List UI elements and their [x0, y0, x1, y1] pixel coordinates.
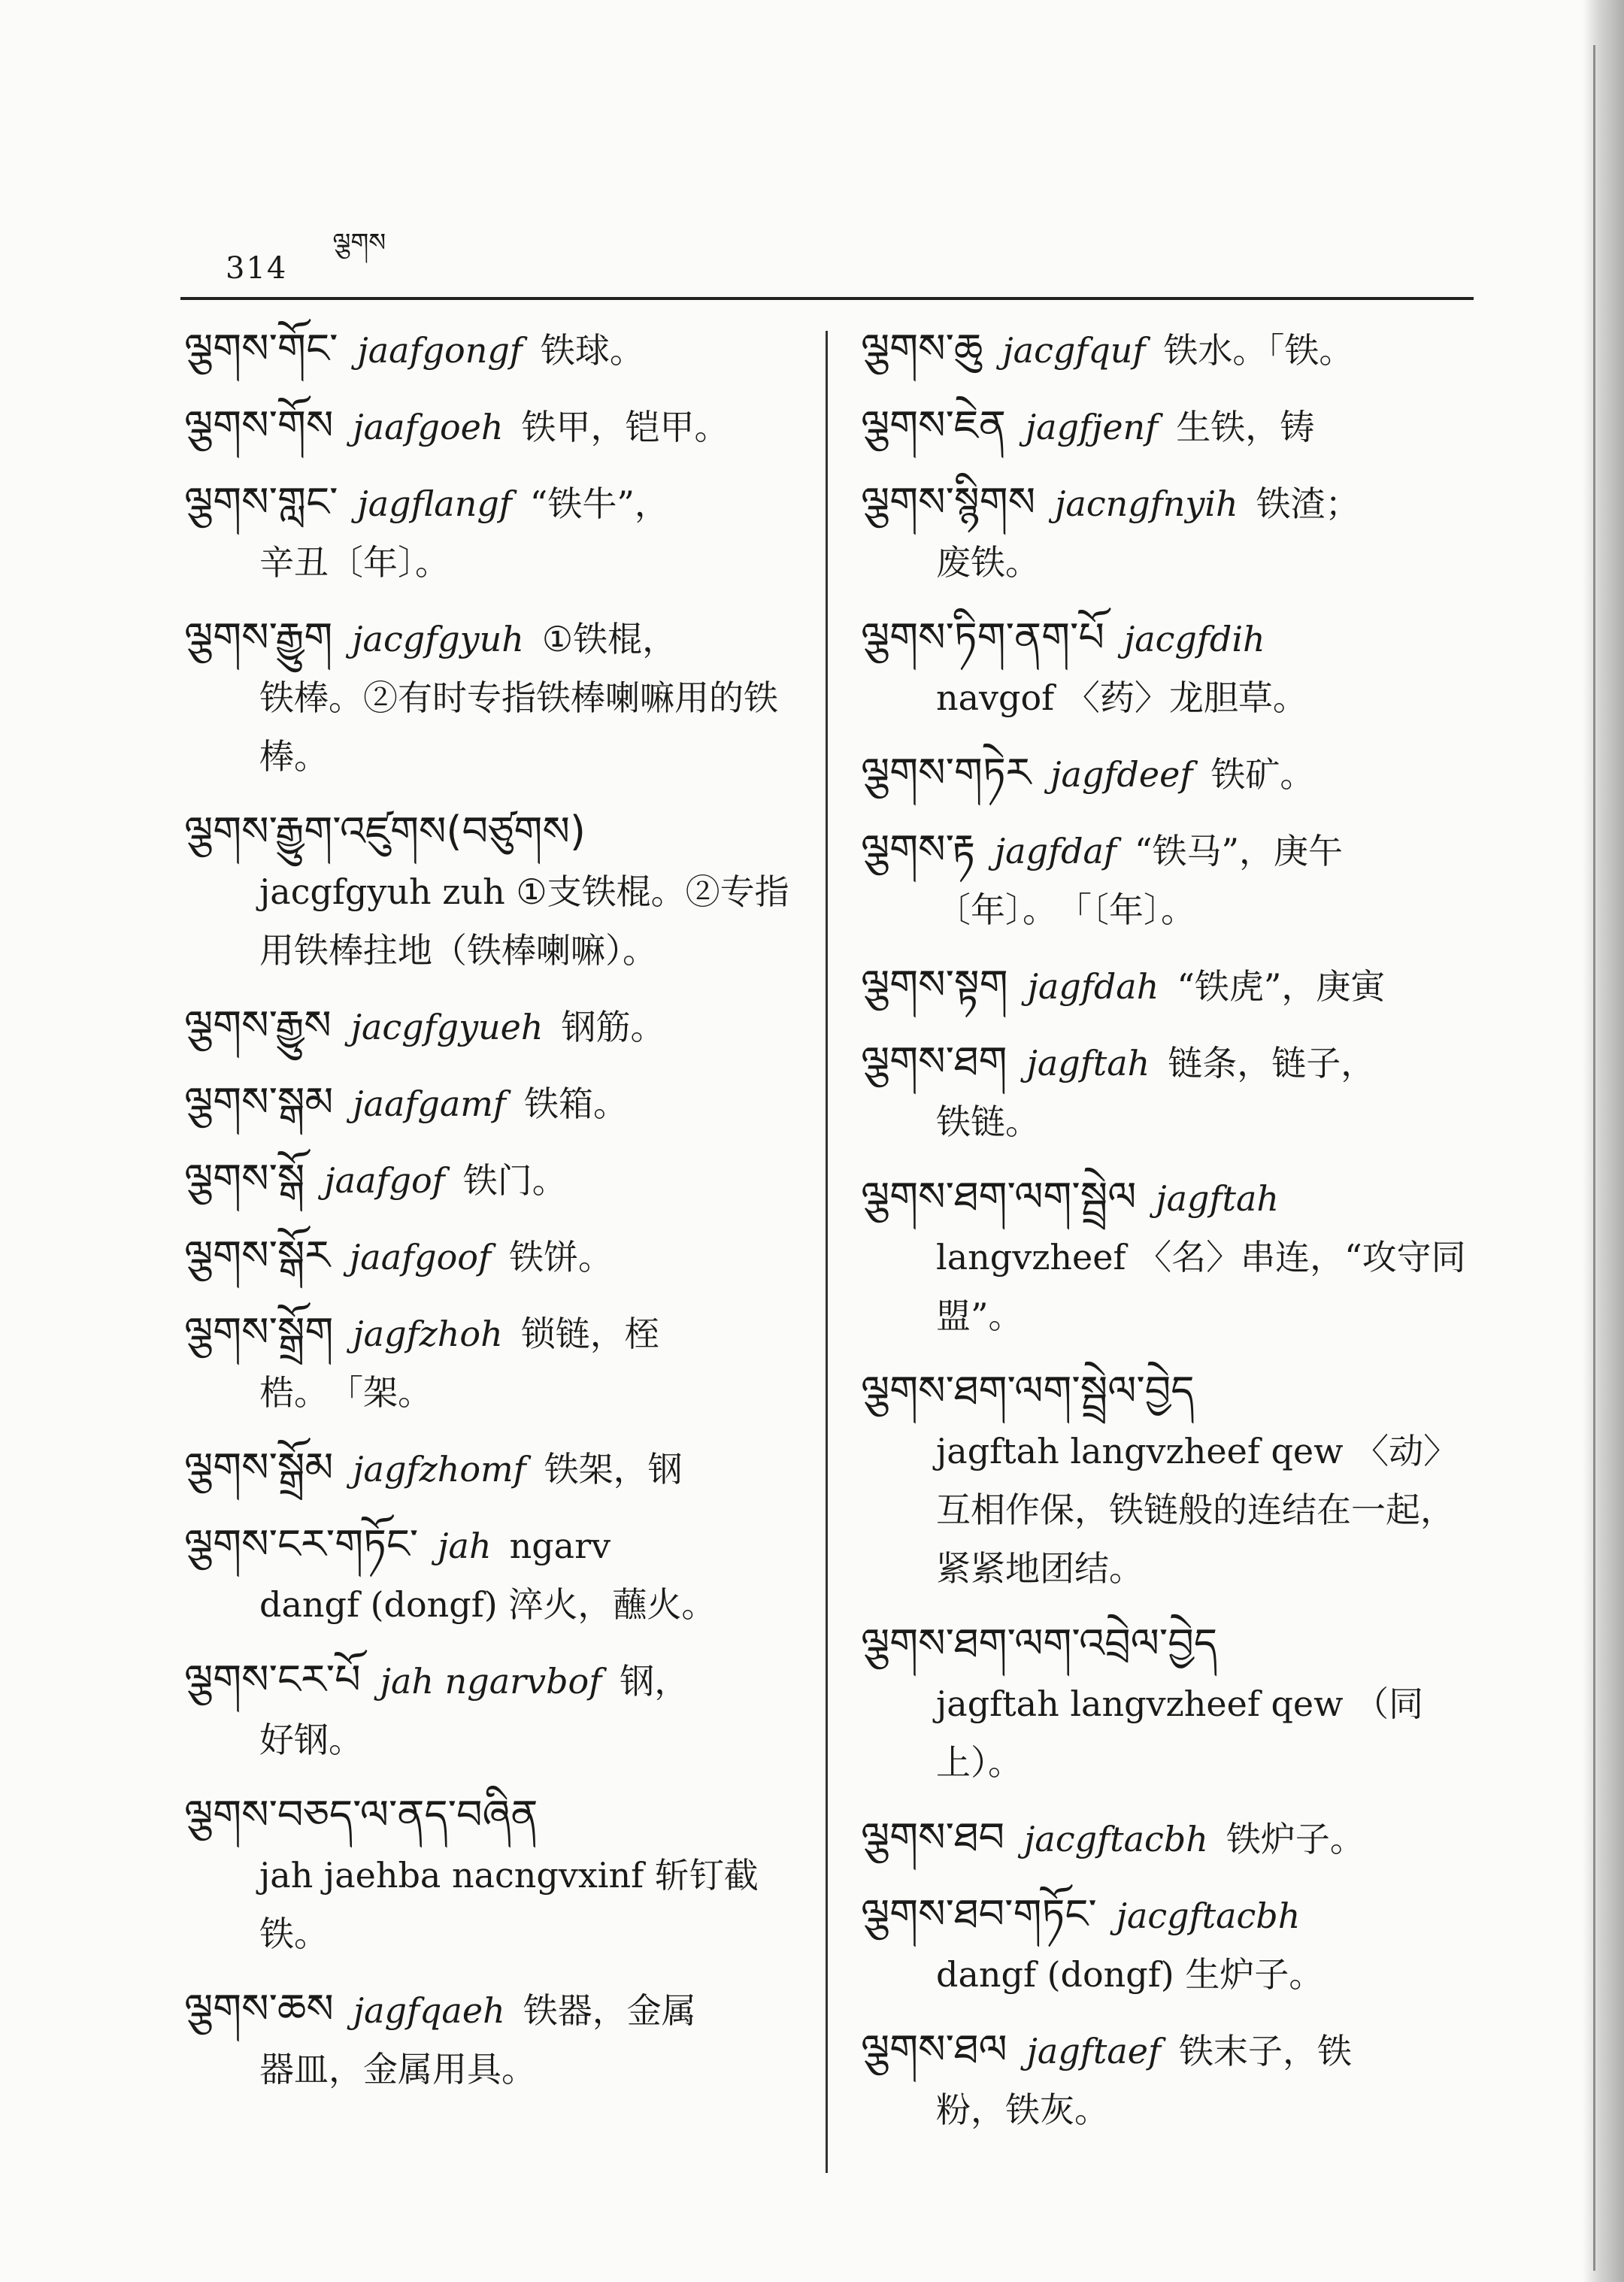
dictionary-entry [861, 2020, 1477, 2139]
entry-definition: 铁箱。 [523, 1083, 628, 1124]
dictionary-entry [861, 473, 1477, 592]
page-header [226, 228, 386, 286]
entry-headword: ལྕགས་རྒྱུས [184, 1002, 332, 1049]
entry-headword: ལྕགས་སྒྲོག [184, 1308, 334, 1356]
entry-romanization: jah ngarvbof [380, 1661, 602, 1702]
page-edge-line [1593, 45, 1595, 2271]
entry-continuation: 〔年〕。 「〔年〕。 [936, 889, 1195, 930]
entry-headword: ལྕགས་ངར་པོ [184, 1656, 361, 1703]
entry-headword: ལྕགས་བཅད་ལ་ནད་བཞིན [184, 1791, 538, 1838]
entry-definition: 铁饼。 [509, 1237, 614, 1277]
entry-headword: ལྕགས་གོས [184, 402, 334, 449]
entry-headword: ལྕགས་ཐབ [861, 1814, 1005, 1861]
entry-headword: ལྕགས་སྟག [861, 961, 1008, 1008]
entry-headword: ལྕགས་ཆས [184, 1985, 334, 2032]
entry-romanization: jagfjenf [1025, 407, 1159, 447]
dictionary-entry [861, 956, 1477, 1016]
entry-romanization: jacngfnyih [1055, 483, 1238, 524]
entry-definition: 铁矿。 [1210, 754, 1315, 795]
entry-headword: ལྕགས་སྙིགས [861, 478, 1036, 526]
dictionary-entry [861, 396, 1477, 456]
entry-romanization: jagftaef [1026, 2031, 1161, 2071]
entry-definition: “铁马”，庚午 [1134, 831, 1344, 871]
right-column [861, 320, 1477, 2156]
entry-continuation: 辛丑〔年〕。 [259, 542, 450, 583]
dictionary-entry [184, 1515, 801, 1634]
entry-definition: 链条，链子， [1168, 1043, 1376, 1083]
entry-headword: ལྕགས་གཏེར [861, 749, 1032, 796]
entry-definition: 钢， [620, 1661, 689, 1702]
entry-romanization: jagfdah [1027, 966, 1159, 1007]
entry-headword: ལྕགས་རྒྱུག་འཛུགས(བཙུགས) [184, 808, 586, 855]
entry-definition: “铁虎”，庚寅 [1177, 966, 1386, 1007]
entry-headword: ལྕགས་སྒམ [184, 1078, 334, 1126]
entry-headword: ལྕགས་ཐལ [861, 2026, 1007, 2073]
entry-romanization: jagfzhoh [353, 1314, 503, 1354]
entry-romanization: jacgfdih [1123, 619, 1265, 659]
entry-romanization: jagfzhomf [353, 1449, 526, 1490]
entry-definition: 铁渣； [1256, 483, 1360, 524]
entry-headword: ལྕགས་གླང་ [184, 478, 338, 526]
entry-definition: “铁牛”， [529, 483, 669, 524]
dictionary-entry [184, 1650, 801, 1769]
dictionary-entry [861, 1885, 1477, 2004]
entry-continuation: 废铁。 [936, 542, 1040, 583]
dictionary-entry [861, 608, 1477, 727]
dictionary-entry [861, 1032, 1477, 1151]
dictionary-entry [184, 1786, 801, 1963]
entry-continuation: jah jaehba nacngvxinf 斩钉截铁。 [259, 1855, 759, 1954]
entry-headword: ལྕགས་སྒྲོམ [184, 1444, 334, 1491]
entry-definition: 铁球。 [540, 330, 644, 371]
entry-headword: ལྕགས་ངར་གཏོང་ [184, 1520, 419, 1568]
entry-definition: 铁水。「铁。 [1163, 330, 1354, 371]
entry-headword: ལྕགས་ཐག [861, 1038, 1007, 1085]
entry-headword: ལྕགས་ཇེན [861, 402, 1006, 449]
entry-continuation: 铁棒。②有时专指铁棒喇嘛用的铁棒。 [259, 677, 778, 777]
entry-romanization: jacgfgyueh [350, 1007, 544, 1047]
page-number: 314 [226, 251, 288, 286]
column-divider [826, 331, 828, 2173]
entry-continuation: jagftah langvzheef qew 〈动〉互相作保，铁链般的连结在一起，紧紧地团结。 [936, 1431, 1459, 1589]
entry-headword: ལྕགས་སྒོར [184, 1232, 331, 1279]
dictionary-entry [184, 1438, 801, 1499]
entry-continuation: 铁链。 [936, 1102, 1040, 1142]
entry-romanization: jagflangf [357, 483, 512, 524]
entry-continuation: navgof 〈药〉龙胆草。 [936, 677, 1307, 718]
entry-romanization: jagftah [1026, 1043, 1150, 1083]
dictionary-entry [184, 1226, 801, 1286]
entry-continuation: dangf (dongf) 生炉子。 [936, 1954, 1324, 1995]
entry-definition: 铁末子，铁 [1179, 2031, 1352, 2071]
entry-romanization: jagfqaeh [353, 1990, 505, 2031]
dictionary-entry [861, 1168, 1477, 1345]
entry-headword: ལྕགས་སྒོ [184, 1155, 305, 1202]
entry-definition: 铁架，钢 [544, 1449, 683, 1490]
entry-definition: ngarv [509, 1526, 611, 1566]
entry-headword: ལྕགས་ཐག་ལག་སྦྲེལ [861, 1173, 1137, 1220]
dictionary-entry [861, 744, 1477, 804]
dictionary-entry [861, 1808, 1477, 1868]
entry-romanization: jacgfgyuh [352, 619, 524, 659]
entry-headword: ལྕགས་གོང་ [184, 325, 338, 372]
entry-headword: ལྕགས་ཐབ་གཏོང་ [861, 1890, 1097, 1938]
entry-romanization: jaafgongf [357, 330, 523, 371]
dictionary-entry [184, 320, 801, 380]
entry-romanization: jaafgoeh [353, 407, 504, 447]
header-rule [180, 297, 1474, 300]
entry-definition: ①铁棍， [541, 619, 677, 659]
entry-definition: 铁门。 [462, 1160, 567, 1201]
entry-romanization: jaafgamf [353, 1083, 506, 1124]
entry-definition: 铁器，金属 [523, 1990, 696, 2031]
entry-definition: 锁链，桎 [520, 1314, 659, 1354]
entry-romanization: jacgftacbh [1116, 1896, 1301, 1936]
dictionary-entry [184, 473, 801, 592]
entry-continuation: jacgfgyuh zuh ①支铁棍。②专指用铁棒拄地（铁棒喇嘛）。 [259, 871, 789, 971]
running-header-word: ལྕགས [332, 228, 386, 258]
entry-headword: ལྕགས་ཆུ [861, 325, 983, 372]
entry-definition: 铁甲，铠甲。 [521, 407, 729, 447]
entry-continuation: dangf (dongf) 淬火，蘸火。 [259, 1584, 717, 1625]
dictionary-entry [184, 996, 801, 1056]
entry-continuation: 梏。 「架。 [259, 1372, 432, 1413]
entry-romanization: jagftah [1156, 1178, 1280, 1219]
entry-headword: ལྕགས་ཐག་ལག་འབྲེལ་བྱེད [861, 1620, 1218, 1667]
entry-definition: 铁炉子。 [1226, 1819, 1365, 1859]
entry-romanization: jaafgof [324, 1160, 445, 1201]
entry-romanization: jagfdaf [994, 831, 1116, 871]
entry-headword: ལྕགས་རྒྱུག [184, 614, 333, 661]
entry-continuation: jagftah langvzheef qew （同上）。 [936, 1683, 1424, 1783]
left-column [184, 320, 801, 2115]
dictionary-entry [861, 1614, 1477, 1792]
entry-romanization: jah [438, 1526, 492, 1566]
entry-headword: ལྕགས་ཏིག་ནག་པོ [861, 614, 1104, 661]
entry-romanization: jagfdeef [1050, 754, 1193, 795]
dictionary-entry [184, 1303, 801, 1422]
entry-romanization: jaafgoof [350, 1237, 492, 1277]
dictionary-entry [184, 802, 801, 980]
entry-continuation: 器皿，金属用具。 [259, 2049, 536, 2090]
dictionary-entry [184, 1150, 801, 1210]
entry-headword: ལྕགས་ཐག་ལག་སྦྲེལ་བྱེད [861, 1367, 1195, 1414]
entry-continuation: 好钢。 [259, 1720, 363, 1760]
dictionary-entry [184, 1073, 801, 1133]
dictionary-entry [861, 320, 1477, 380]
dictionary-entry [861, 1362, 1477, 1598]
entry-romanization: jacgfquf [1002, 330, 1146, 371]
dictionary-entry [184, 396, 801, 456]
dictionary-entry [861, 820, 1477, 939]
dictionary-entry [184, 1980, 801, 2099]
entry-continuation: 粉，铁灰。 [936, 2090, 1109, 2130]
page-edge-shadow [1583, 0, 1624, 2282]
entry-definition: 钢筋。 [561, 1007, 665, 1047]
entry-headword: ལྕགས་རྟ [861, 826, 975, 873]
entry-romanization: jacgftacbh [1024, 1819, 1208, 1859]
entry-continuation: langvzheef 〈名〉串连，“攻守同盟”。 [936, 1237, 1466, 1336]
dictionary-entry [184, 608, 801, 786]
entry-definition: 生铁，铸 [1176, 407, 1315, 447]
